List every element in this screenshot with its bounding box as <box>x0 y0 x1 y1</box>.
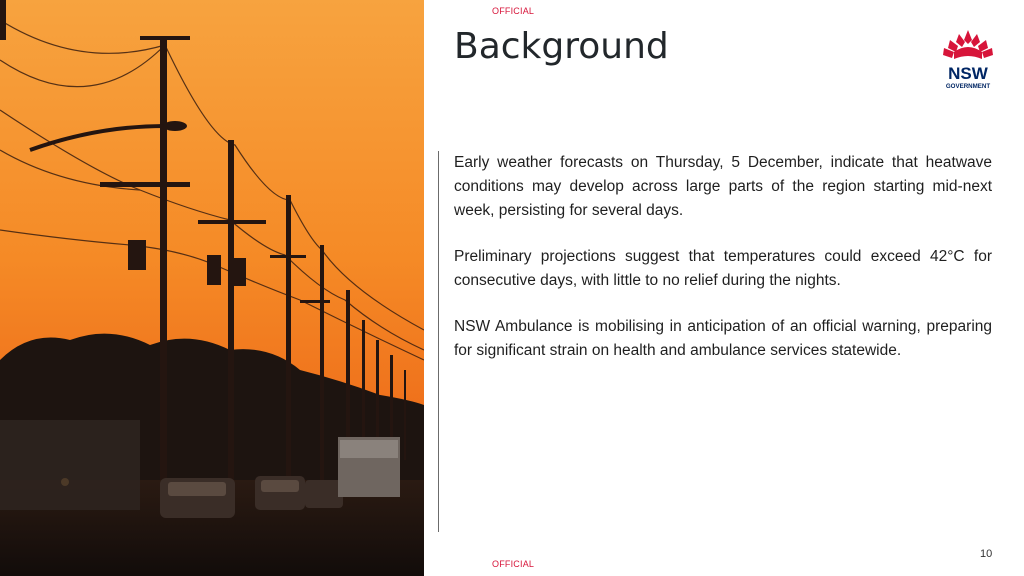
paragraph-1: Early weather forecasts on Thursday, 5 December, indicate that heatwave conditions may develop across large parts of the region starting mid-next week, persisting for several days. <box>454 154 992 219</box>
body-text <box>454 151 992 385</box>
page-number: 10 <box>980 548 993 560</box>
paragraph-3: NSW Ambulance is mobilising in anticipation of an official warning, preparing for significant strain on health and ambulance services statewide. <box>454 318 992 359</box>
logo-subtext: GOVERNMENT <box>945 83 991 90</box>
sunset-power-lines-photo <box>0 0 424 576</box>
logo-text: NSW <box>948 64 988 83</box>
classification-label-bottom: OFFICIAL <box>492 559 535 569</box>
paragraph-2: Preliminary projections suggest that temperatures could exceed 42°C for consecutive days, with little to no relief during the nights. <box>454 248 992 289</box>
waratah-icon <box>938 28 998 90</box>
classification-label-top: OFFICIAL <box>492 6 535 16</box>
vertical-divider <box>438 151 439 532</box>
nsw-government-logo <box>938 28 998 90</box>
page-title: Background <box>454 26 669 67</box>
